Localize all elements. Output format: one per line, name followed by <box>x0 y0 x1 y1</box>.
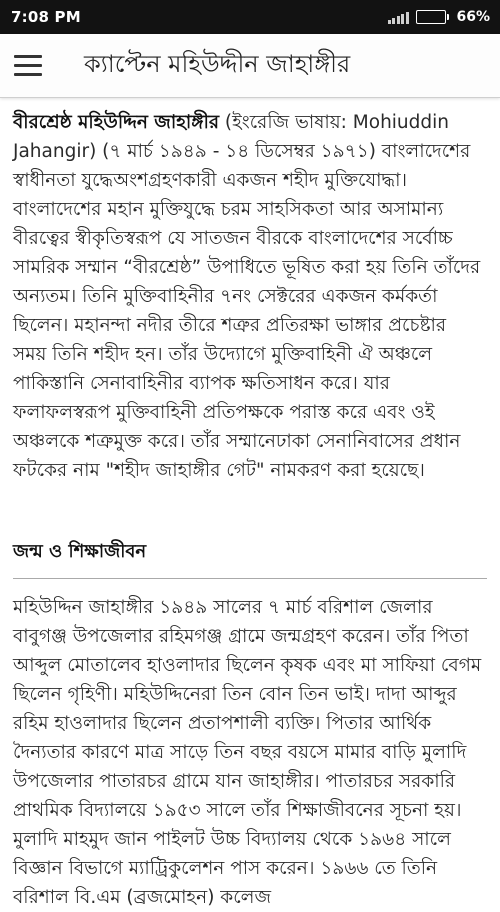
battery-icon <box>416 10 450 24</box>
section-paragraph: মহিউদ্দিন জাহাঙ্গীর ১৯৪৯ সালের ৭ মার্চ বরিশাল জেলার বাবুগঞ্জ উপজেলার রহিমগঞ্জ গ্রামে জন্মগ্রহণ করেন। তাঁর পিতা আব্দুল মোতালেব হাওলাদার ছিলেন কৃষক এবং মা সাফিয়া বেগম ছিলেন গৃহিণী। মহিউদ্দিনেরা তিন বোন তিন ভাই। দাদা আব্দুর রহিম হাওলাদার ছিলেন প্রতাপশালী ব্যক্তি। পিতার আর্থিক দৈন্যতার কারণে মাত্র সাড়ে তিন বছর বয়সে মামার বাড়ি মুলাদি উপজেলার পাতারচর গ্রামে যান জাহাঙ্গীর। পাতারচর সরকারি প্রাথমিক বিদ্যালয়ে ১৯৫৩ সালে তাঁর শিক্ষাজীবনের সূচনা হয়। মুলাদি মাহমুদ জান পাইলট উচ্চ বিদ্যালয় থেকে ১৯৬৪ সালে বিজ্ঞান বিভাগে ম্যাট্রিকুলেশন পাস করেন। ১৯৬৬ তে তিনি বরিশাল বি.এম (ব্রজমোহন) কলেজ <box>13 597 482 908</box>
battery-percent: 66% <box>456 9 490 25</box>
hamburger-menu-icon[interactable] <box>0 34 56 98</box>
section-heading: জন্ম ও শিক্ষাজীবন <box>13 537 487 579</box>
intro-text: (ইংরেজি ভাষায়: Mohiuddin Jahangir) (৭ মার্চ ১৯৪৯ - ১৪ ডিসেম্বর ১৯৭১) বাংলাদেশের স্বাধীনতা যুদ্ধেঅংশগ্রহণকারী একজন শহীদ মুক্তিযোদ্ধা। বাংলাদেশের মহান মুক্তিযুদ্ধে চরম সাহসিকতা আর অসামান্য বীরত্বের স্বীকৃতিস্বরূপ যে সাতজন বীরকে বাংলাদেশের সর্বোচ্চ সামরিক সম্মান “বীরশ্রেষ্ঠ” উপাধিতে ভূষিত করা হয় তিনি তাঁদের অন্যতম। তিনি মুক্তিবাহিনীর ৭নং সেক্টরের একজন কর্মকর্তা ছিলেন। মহানন্দা নদীর তীরে শত্রুর প্রতিরক্ষা ভাঙ্গার প্রচেষ্টার সময় তিনি শহীদ হন। তাঁর উদ্যোগে মুক্তিবাহিনী ঐ অঞ্চলে পাকিস্তানি সেনাবাহিনীর ব্যাপক ক্ষতিসাধন করে। যার ফলাফলস্বরূপ মুক্তিবাহিনী প্রতিপক্ষকে পরাস্ত করে এবং ওই অঞ্চলকে শত্রুমুক্ত করে। তাঁর সম্মানেঢাকা সেনানিবাসের প্রধান ফটকের নাম "শহীদ জাহাঙ্গীর গেট" নামকরণ করা হয়েছে। <box>13 112 481 481</box>
status-bar <box>0 0 500 34</box>
status-right <box>388 9 490 25</box>
intro-paragraph <box>13 108 482 485</box>
app-bar <box>0 34 500 98</box>
article-content[interactable] <box>0 98 500 908</box>
page-title: ক্যাপ্টেন মহিউদ্দীন জাহাঙ্গীর <box>84 49 351 78</box>
intro-name-bold: বীরশ্রেষ্ঠ মহিউদ্দিন জাহাঙ্গীর <box>13 112 220 133</box>
signal-strength-icon <box>388 10 409 24</box>
status-time: 7:08 PM <box>11 8 81 26</box>
